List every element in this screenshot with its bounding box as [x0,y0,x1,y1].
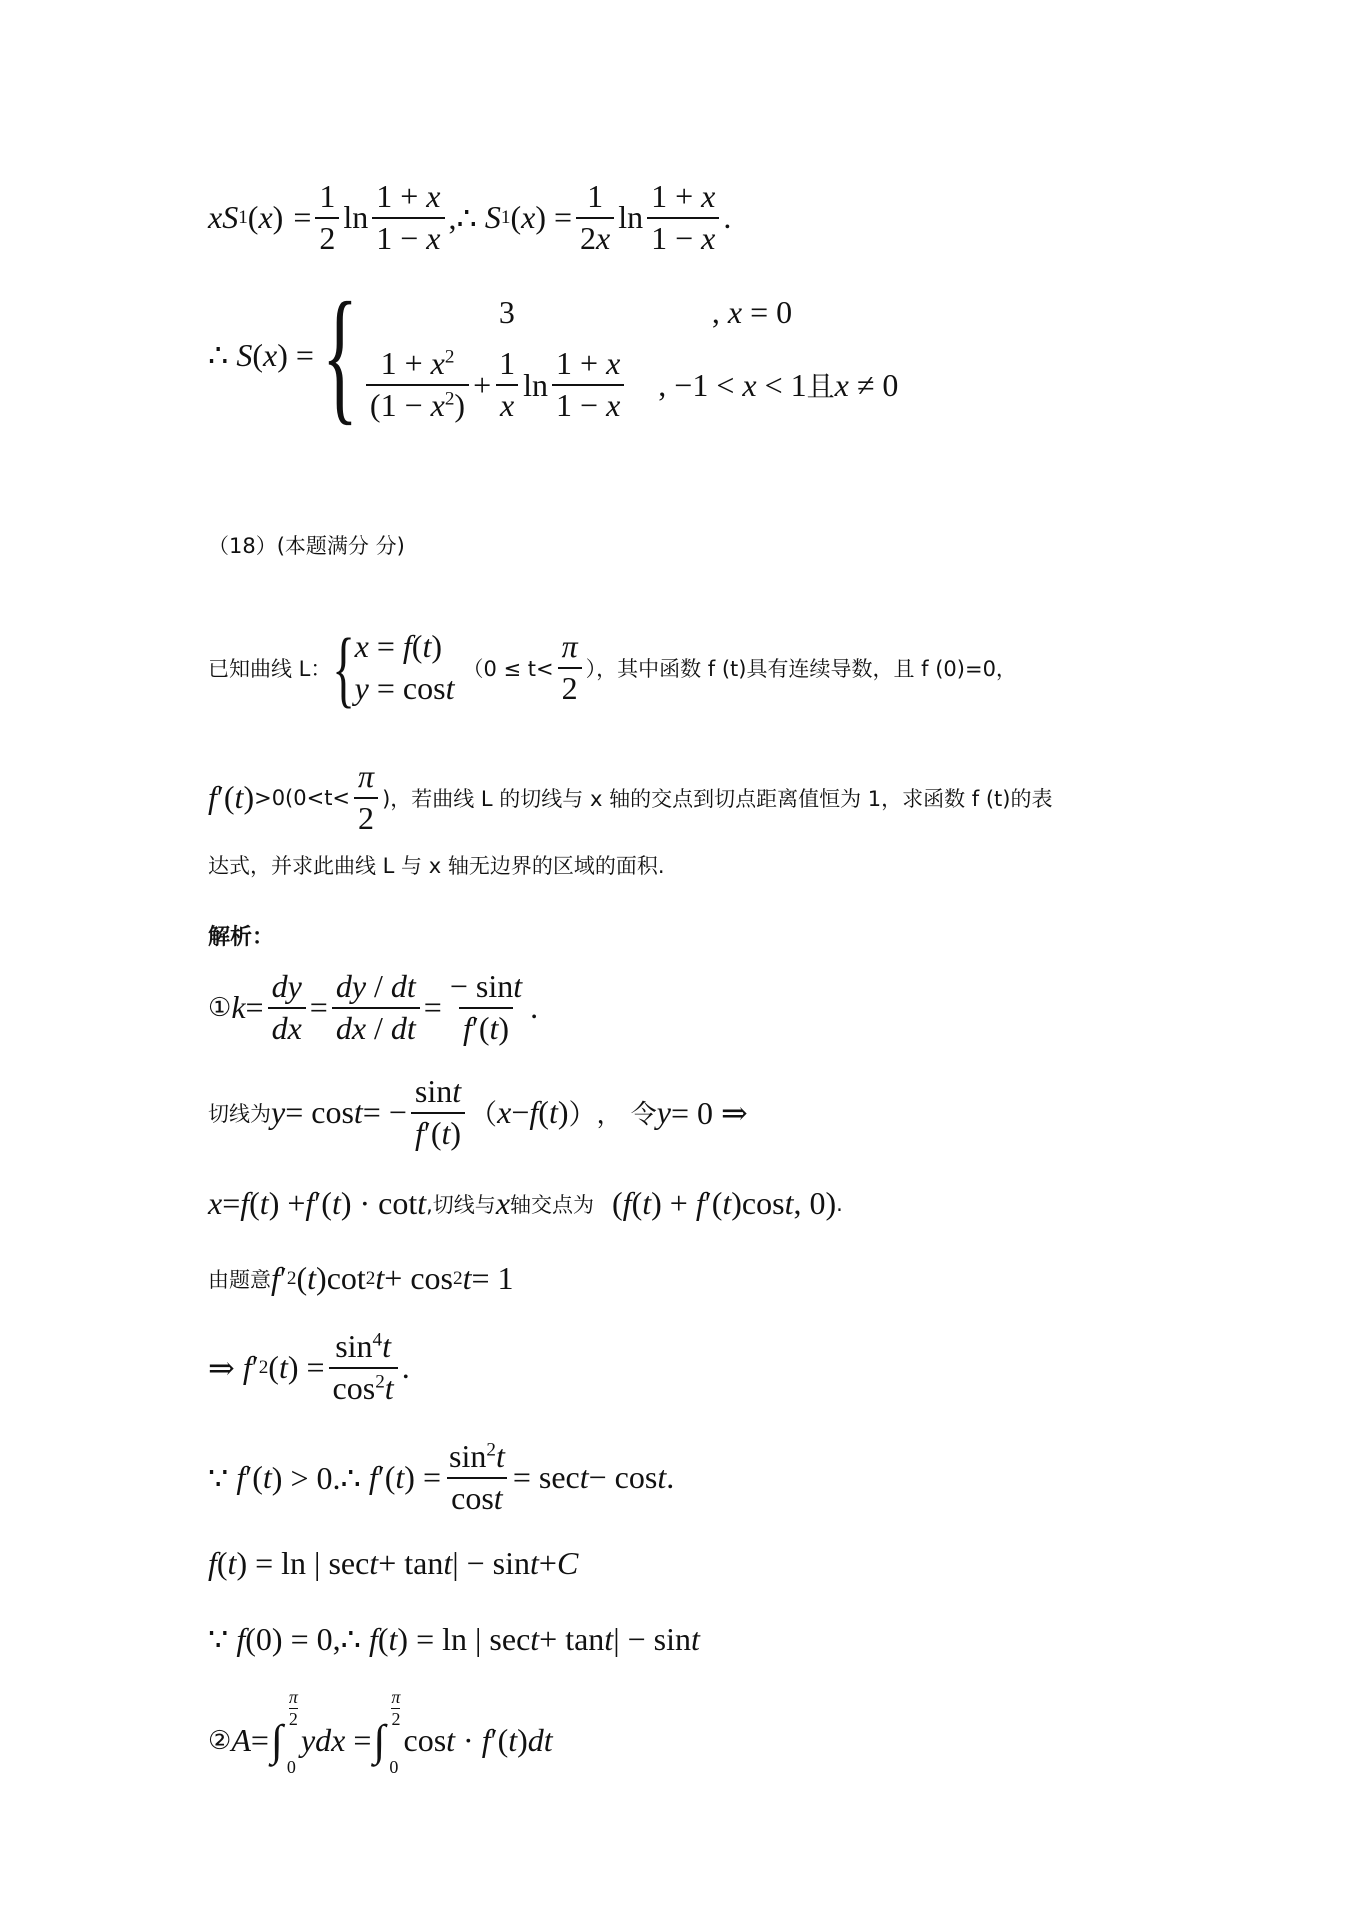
problem-header: （18）(本题满分 分) [208,534,405,558]
formula-fprime: ∵ f ′( t ) > 0.∴ f ′( t ) = $\frac{\sin^2t}{\cos t}$ = sec t − cos t . [208,1438,675,1516]
formula-s1: xS 1 ( x ) = $\frac{1}{2}$ ln $\frac{1 + x}{1 - x}$ ,∴ S 1 ( x ) = $\frac{1}{2x}$ ln $\frac{1 + x}{1 - x}$ . [208,178,732,256]
formula-piecewise-s: ∴ S(x) = { 3 , x = 0 $\frac{1 + x^2}{(1 - x^2)}$ + $\frac{1}{x}$ ln $\frac{1 + x}{1 - x}$ , −1 < x < 1 且 x ≠ 0 [208,272,899,438]
formula-slope: ① k = $\frac{dy}{dx}$ = $\frac{dy / dt}{dx / dt}$ = $\frac{- \sin t}{f'(t)}$ . [208,968,539,1046]
problem-text-line3: 达式，并求此曲线 L 与 x 轴无边界的区域的面积. [208,854,665,878]
formula-fprime-squared: ⇒ f ′ 2 ( t ) = $\frac{\sin^4t}{\cos^2t}$ . [208,1328,410,1406]
analysis-label: 解析： [208,925,275,950]
formula-tangent: 切线为 y = cos t = − $\frac{\sin t}{f'(t)}$ （ x − f ( t ) ） ， 令 y = 0 ⇒ [208,1073,748,1151]
given-curve-line: 已知曲线 L： { x = f(t) y = cost （0 ≤ t< $\frac{\pi}{2}$ ），其中函数 f (t)具有连续导数，且 f (0)=0， [208,620,1017,716]
formula-ft-general: f ( t ) = ln | sec t + tan t | − sin t + C [208,1545,579,1581]
formula-condition: 由题意 f ′ 2 ( t )cot 2 t + cos 2 t = 1 [208,1260,514,1296]
derivative-condition-line: f′(t) >0(0<t< $\frac{\pi}{2}$ )，若曲线 L 的切线与 x 轴的交点到切点距离值恒为 1，求函数 f (t)的表 [208,758,1053,836]
formula-area: ② A = ∫ π 2 0 ydx = ∫ π 2 0 cost · f′(t)dt [208,1687,553,1777]
formula-intersection: x = f ( t ) + f ′( t ) · cot t ,切线与 x 轴交点为 (f(t) + f′(t)cost, 0) . [208,1185,843,1221]
formula-ft-specific: ∵ f (0) = 0,∴ f ( t ) = ln | sec t + tan t | − sin t [208,1620,700,1657]
